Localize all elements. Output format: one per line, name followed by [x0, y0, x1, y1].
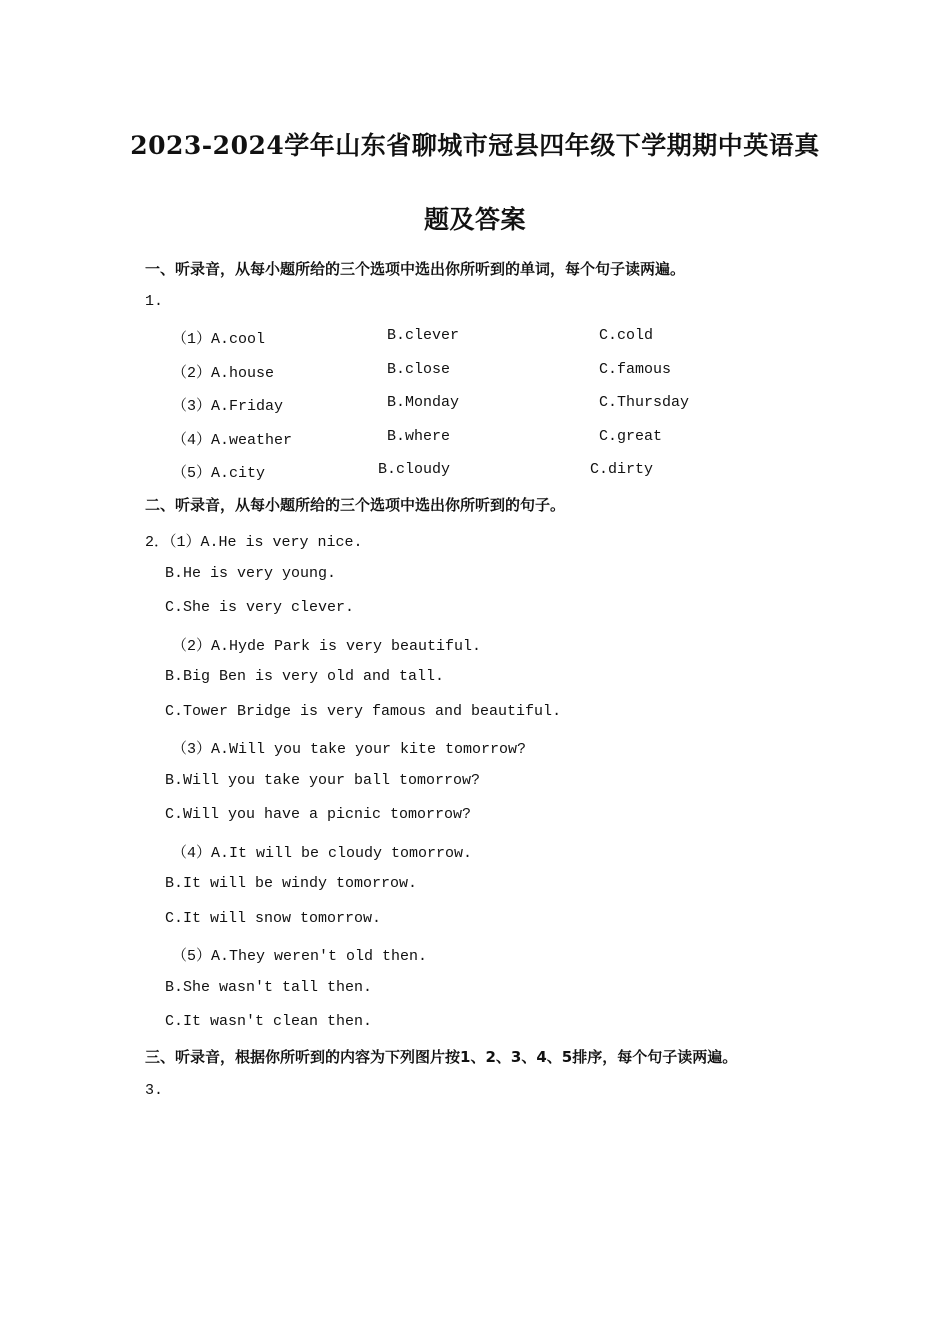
q1-item-4-option-a: （4）A.weather [172, 432, 293, 449]
q1-item-1-option-c: C.cold [599, 327, 654, 344]
question-1-number: 1. [145, 293, 164, 310]
q1-item-4-option-b: B.where [387, 428, 451, 445]
q1-item-1-option-b: B.clever [387, 327, 460, 344]
q2-line: （2）A.Hyde Park is very beautiful. [172, 638, 482, 655]
q1-item-1-option-a: （1）A.cool [172, 331, 266, 348]
q2-line: （3）A.Will you take your kite tomorrow? [172, 741, 527, 758]
q1-item-3-option-a: （3）A.Friday [172, 398, 284, 415]
q2-line: B.It will be windy tomorrow. [165, 875, 418, 892]
q1-item-3-option-b: B.Monday [387, 394, 460, 411]
q1-item-5-option-c: C.dirty [590, 461, 654, 478]
q2-line: 2．（1）A.He is very nice. [145, 534, 363, 551]
q2-line: C.It wasn't clean then. [165, 1013, 373, 1030]
q1-item-2-option-a: （2）A.house [172, 365, 275, 382]
q2-line: C.It will snow tomorrow. [165, 910, 382, 927]
section-2-heading: 二、听录音，从每小题所给的三个选项中选出你所听到的句子。 [145, 496, 566, 514]
q2-line: C.Will you have a picnic tomorrow? [165, 806, 472, 823]
q2-line: （5）A.They weren't old then. [172, 948, 428, 965]
q1-item-5-option-a: （5）A.city [172, 465, 266, 482]
document-title-line-2: 题及答案 [423, 205, 526, 234]
q2-line: B.Will you take your ball tomorrow? [165, 772, 481, 789]
section-3-heading: 三、听录音，根据你所听到的内容为下列图片按1、2、3、4、5排序，每个句子读两遍。 [145, 1048, 738, 1066]
q1-item-2-option-c: C.famous [599, 361, 672, 378]
q2-line: C.Tower Bridge is very famous and beautiful. [165, 703, 562, 720]
q2-line: B.She wasn't tall then. [165, 979, 373, 996]
q2-line: C.She is very clever. [165, 599, 355, 616]
q1-item-4-option-c: C.great [599, 428, 663, 445]
q1-item-3-option-c: C.Thursday [599, 394, 690, 411]
q2-line: （4）A.It will be cloudy tomorrow. [172, 845, 473, 862]
question-3-number: 3. [145, 1082, 164, 1099]
section-1-heading: 一、听录音，从每小题所给的三个选项中选出你所听到的单词，每个句子读两遍。 [145, 260, 686, 278]
q2-line: B.Big Ben is very old and tall. [165, 668, 445, 685]
q2-line: B.He is very young. [165, 565, 337, 582]
q1-item-5-option-b: B.cloudy [378, 461, 451, 478]
document-title-line-1: 2023-2024学年山东省聊城市冠县四年级下学期期中英语真 [130, 131, 820, 160]
q1-item-2-option-b: B.close [387, 361, 451, 378]
